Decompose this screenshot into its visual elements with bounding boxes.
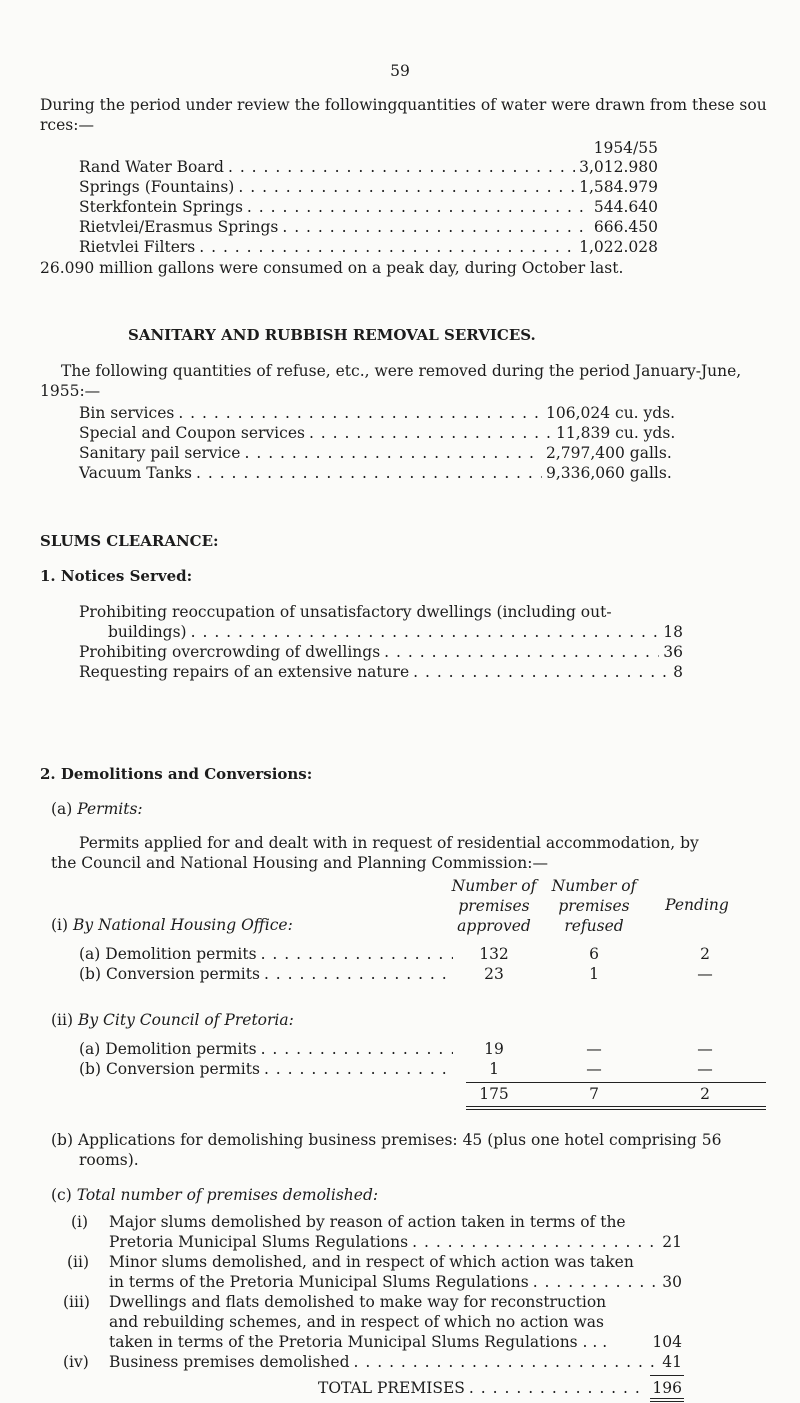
notice-value: 36 [663, 643, 683, 661]
totals-rule [466, 1082, 766, 1083]
water-row-label: Sterkfontein Springs [79, 198, 243, 216]
sanitary-row [79, 444, 754, 464]
permit-label: (a) Demolition permits [79, 945, 257, 963]
demolished-total-row [318, 1379, 682, 1399]
permit-pending: — [697, 1060, 713, 1078]
totals-double-rule [466, 1106, 766, 1110]
water-row-value: 544.640 [593, 198, 658, 216]
permit-label: (b) Conversion permits [79, 1060, 260, 1078]
permits-intro-line1: Permits applied for and dealt with in request of residential accommodation, by [79, 834, 699, 852]
demolished-row [109, 1233, 682, 1253]
permit-label: (b) Conversion permits [79, 965, 260, 983]
demolished-line: Dwellings and flats demolished to make way for reconstruction [109, 1293, 607, 1311]
notice-value: 18 [663, 623, 683, 641]
permit-label: (a) Demolition permits [79, 1040, 257, 1058]
sanitary-row-label: Bin services [79, 404, 175, 422]
permits-intro-line2: the Council and National Housing and Planning Commission:— [51, 854, 548, 872]
demolished-line: and rebuilding schemes, and in respect of which no action was [109, 1313, 604, 1331]
demolished-num: (ii) [67, 1253, 90, 1271]
demolished-value: 104 [652, 1333, 682, 1351]
demolished-heading [51, 1186, 378, 1206]
council-title [51, 1011, 294, 1031]
sanitary-row [79, 404, 754, 424]
sanitary-row-label: Special and Coupon services [79, 424, 305, 442]
demolished-row [109, 1353, 682, 1373]
water-intro-line1: During the period under review the followingquantities of water were drawn from these sou [40, 96, 767, 114]
notice-row [108, 623, 683, 643]
slums-heading: SLUMS CLEARANCE: [40, 532, 219, 550]
demolished-num: (i) [71, 1213, 89, 1231]
demolished-line: Minor slums demolished, and in respect of which action was taken [109, 1253, 634, 1271]
demolished-prefix: (c) [51, 1186, 72, 1204]
col-header-approved-line2: premises [458, 897, 530, 915]
sanitary-row [79, 464, 754, 484]
demolished-total-rule [650, 1375, 684, 1376]
sanitary-heading: SANITARY AND RUBBISH REMOVAL SERVICES. [128, 326, 536, 344]
total-pending: 2 [700, 1085, 710, 1103]
sanitary-row-value: 11,839 cu. yds. [556, 424, 676, 442]
water-row [79, 178, 658, 198]
sanitary-row [79, 424, 754, 444]
demolished-num: (iii) [63, 1293, 90, 1311]
water-row [79, 238, 658, 258]
water-row-label: Springs (Fountains) [79, 178, 235, 196]
sanitary-row-label: Sanitary pail service [79, 444, 241, 462]
col-header-refused-line2: premises [558, 897, 630, 915]
demolished-label: Business premises demolished [109, 1353, 350, 1371]
demolished-total-double-rule [650, 1398, 684, 1402]
water-row-value: 1,022.028 [579, 238, 658, 256]
col-header-refused-line3: refused [564, 917, 624, 935]
permits-heading [51, 800, 143, 820]
permit-refused: — [586, 1040, 602, 1058]
water-row-value: 666.450 [593, 218, 658, 236]
water-intro-line2: rces:— [40, 116, 94, 134]
business-line1: (b) Applications for demolishing business premises: 45 (plus one hotel comprising 56 [51, 1131, 722, 1149]
demolished-label: taken in terms of the Pretoria Municipal Slums Regulations . . . [109, 1333, 608, 1351]
permit-approved: 1 [489, 1060, 499, 1078]
sanitary-intro-line1: The following quantities of refuse, etc., were removed during the period January-June, [61, 362, 742, 380]
page-number: 59 [390, 62, 410, 80]
sanitary-row-value: 9,336,060 galls. [546, 464, 672, 482]
notice-label: Requesting repairs of an extensive nature [79, 663, 410, 681]
sanitary-intro-line2: 1955:— [40, 382, 101, 400]
col-header-approved-line1: Number of [451, 877, 537, 895]
permits-prefix: (a) [51, 800, 73, 818]
council-title-text: By City Council of Pretoria: [77, 1011, 294, 1029]
permit-refused: — [586, 1060, 602, 1078]
water-row [79, 218, 658, 238]
demolished-row [109, 1333, 682, 1353]
permit-approved: 23 [484, 965, 504, 983]
total-approved: 175 [479, 1085, 509, 1103]
col-header-pending: Pending [665, 896, 729, 914]
water-row [79, 158, 658, 178]
notice-label: buildings) [108, 623, 187, 641]
water-row-value: 1,584.979 [579, 178, 658, 196]
notice-value: 8 [673, 663, 683, 681]
permit-pending: — [697, 965, 713, 983]
sanitary-row-value: 2,797,400 galls. [546, 444, 672, 462]
notice-row1-line1: Prohibiting reoccupation of unsatisfactory dwellings (including out- [79, 603, 612, 621]
demolished-value: 41 [662, 1353, 682, 1371]
water-row-label: Rietvlei Filters [79, 238, 196, 256]
demolitions-heading: 2. Demolitions and Conversions: [40, 765, 313, 783]
permit-approved: 132 [479, 945, 509, 963]
national-title [51, 916, 293, 936]
business-line2: rooms). [79, 1151, 139, 1169]
demolished-num: (iv) [63, 1353, 89, 1371]
water-year-header: 1954/55 [593, 139, 658, 157]
water-row-label: Rand Water Board [79, 158, 224, 176]
demolished-line: Major slums demolished by reason of action taken in terms of the [109, 1213, 626, 1231]
permits-title: Permits: [77, 800, 143, 818]
permit-refused: 1 [589, 965, 599, 983]
notice-label: Prohibiting overcrowding of dwellings [79, 643, 381, 661]
col-header-approved [439, 876, 549, 936]
total-refused: 7 [589, 1085, 599, 1103]
sanitary-row-value: 106,024 cu. yds. [546, 404, 676, 422]
water-row-value: 3,012.980 [579, 158, 658, 176]
notices-heading: 1. Notices Served: [40, 567, 193, 585]
col-header-refused [539, 876, 649, 936]
notice-row [79, 643, 683, 663]
demolished-label: Pretoria Municipal Slums Regulations [109, 1233, 409, 1251]
water-peak-note: 26.090 million gallons were consumed on a peak day, during October last. [40, 259, 624, 277]
demolished-label: in terms of the Pretoria Municipal Slums Regulations [109, 1273, 529, 1291]
total-premises-label: TOTAL PREMISES [318, 1379, 465, 1397]
water-row [79, 198, 658, 218]
national-row [79, 965, 457, 985]
permit-pending: 2 [700, 945, 710, 963]
permit-pending: — [697, 1040, 713, 1058]
col-header-refused-line1: Number of [551, 877, 637, 895]
sanitary-row-label: Vacuum Tanks [79, 464, 192, 482]
demolished-title: Total number of premises demolished: [76, 1186, 379, 1204]
council-row [79, 1040, 457, 1060]
notice-row [79, 663, 683, 683]
total-premises-value: 196 [652, 1379, 682, 1397]
national-prefix: (i) [51, 916, 69, 934]
col-header-approved-line3: approved [457, 917, 531, 935]
permit-approved: 19 [484, 1040, 504, 1058]
demolished-value: 21 [662, 1233, 682, 1251]
water-row-label: Rietvlei/Erasmus Springs [79, 218, 279, 236]
national-row [79, 945, 457, 965]
council-prefix: (ii) [51, 1011, 74, 1029]
council-row [79, 1060, 457, 1080]
demolished-value: 30 [662, 1273, 682, 1291]
permit-refused: 6 [589, 945, 599, 963]
national-title-text: By National Housing Office: [73, 916, 293, 934]
demolished-row [109, 1273, 682, 1293]
